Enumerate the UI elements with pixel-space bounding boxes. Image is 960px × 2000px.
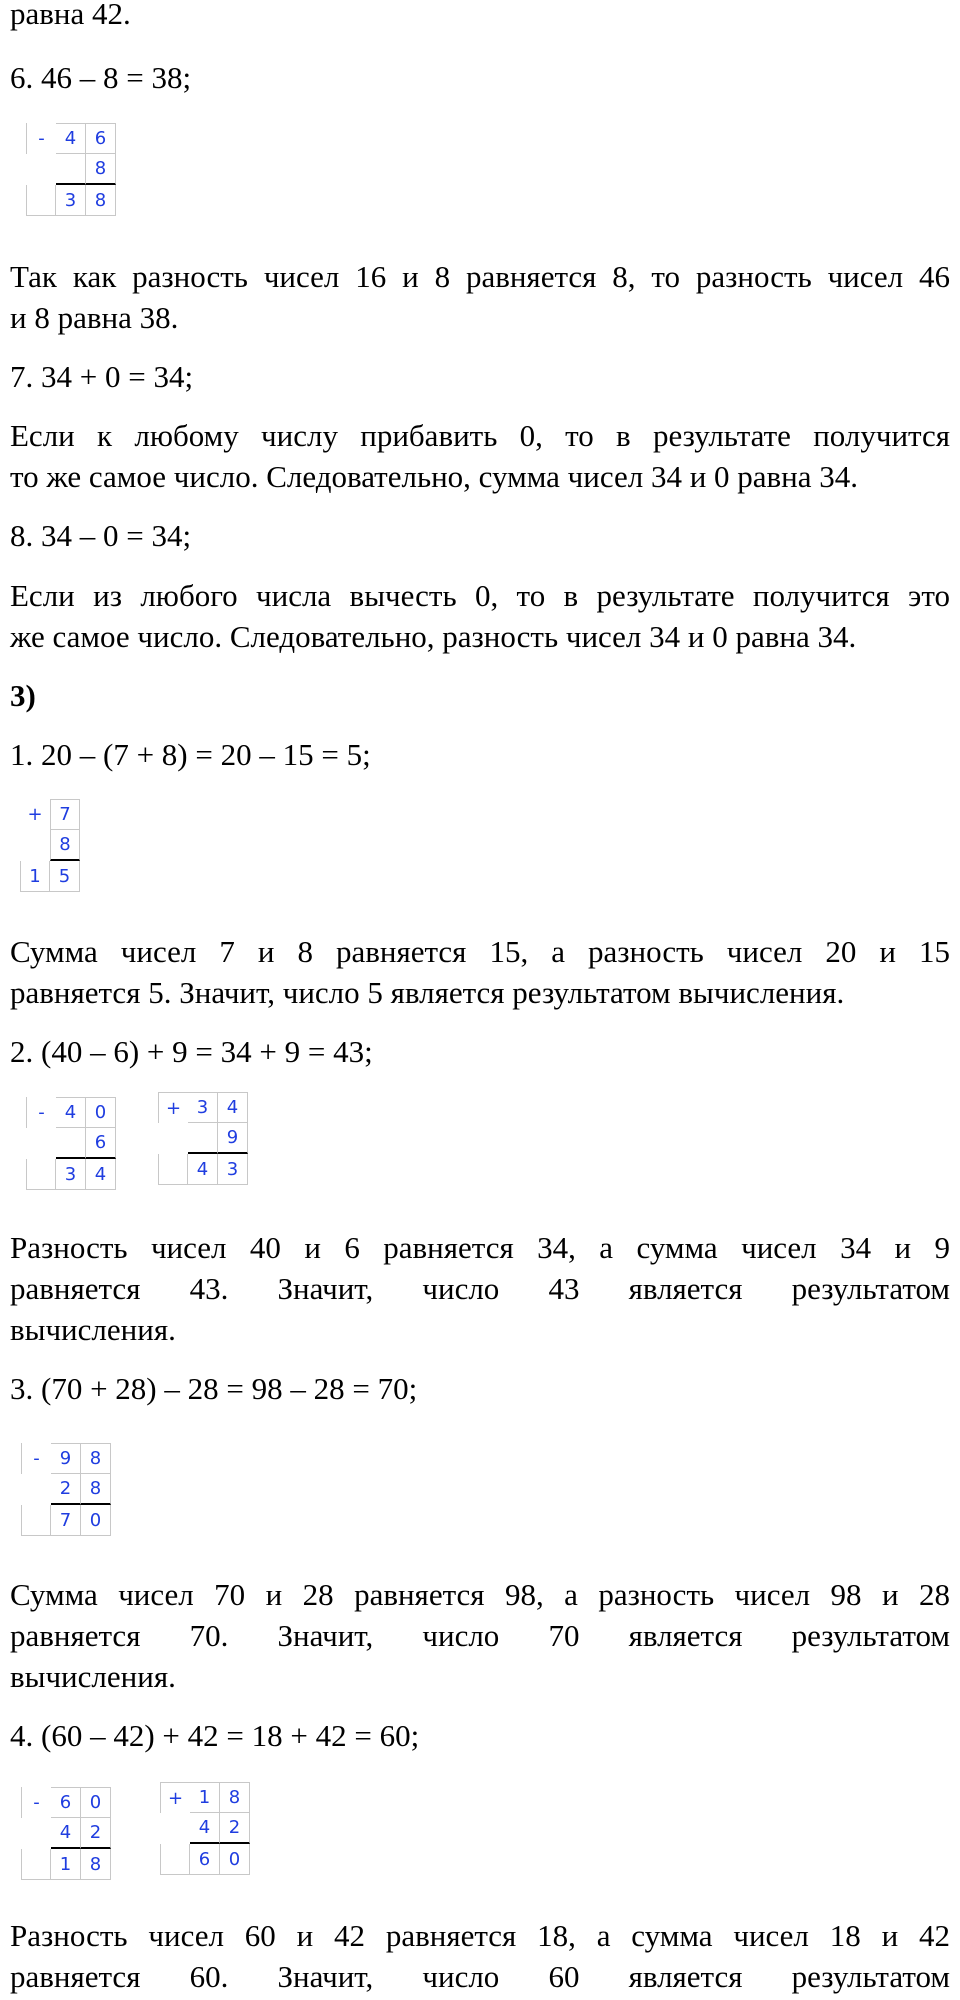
digit-cell: 3 xyxy=(56,185,86,216)
digit-cell: 0 xyxy=(86,1097,116,1128)
digit-cell: 3 xyxy=(218,1154,248,1185)
digit-cell: 1 xyxy=(20,861,50,892)
text-line: равняется 5. Значит, число 5 является результатом вычисления. xyxy=(10,975,845,1010)
text-line: Сумма чисел 70 и 28 равняется 98, а разность чисел 98 и 28 xyxy=(10,1577,950,1612)
digit-cell: 9 xyxy=(218,1123,248,1154)
digit-cell: 1 xyxy=(190,1782,220,1813)
digit-cell: 3 xyxy=(188,1092,218,1123)
column-addition-34-9 xyxy=(158,1092,248,1185)
digit-cell: 4 xyxy=(56,1097,86,1128)
operator-sign: - xyxy=(26,123,56,154)
digit-cell: 8 xyxy=(50,830,80,861)
column-subtraction-60-42 xyxy=(21,1787,111,1880)
digit-cell: 9 xyxy=(51,1443,81,1474)
column-subtraction-46-8 xyxy=(26,123,116,216)
text-line: равняется 43. Значит, число 43 является результатом xyxy=(10,1271,950,1306)
digit-cell: 0 xyxy=(81,1505,111,1536)
equation-line: 2. (40 – 6) + 9 = 34 + 9 = 43; xyxy=(10,1034,373,1069)
operator-sign: + xyxy=(158,1092,188,1123)
digit-cell: 2 xyxy=(81,1818,111,1849)
digit-cell: 4 xyxy=(190,1813,220,1844)
digit-cell: 0 xyxy=(81,1787,111,1818)
digit-cell: 8 xyxy=(81,1443,111,1474)
digit-cell: 8 xyxy=(86,154,116,185)
operator-sign: + xyxy=(160,1782,190,1813)
digit-cell xyxy=(56,1128,86,1159)
digit-cell xyxy=(26,185,56,216)
digit-cell xyxy=(21,1505,51,1536)
text-line: Так как разность чисел 16 и 8 равняется 8, то разность чисел 46 xyxy=(10,259,950,294)
digit-cell: 4 xyxy=(218,1092,248,1123)
equation-line: 1. 20 – (7 + 8) = 20 – 15 = 5; xyxy=(10,737,371,772)
digit-cell xyxy=(21,1849,51,1880)
digit-cell: 5 xyxy=(50,861,80,892)
digit-cell: 8 xyxy=(81,1474,111,1505)
text-line: равняется 60. Значит, число 60 является результатом xyxy=(10,1959,950,1994)
operator-sign: - xyxy=(21,1787,51,1818)
digit-cell: 8 xyxy=(81,1849,111,1880)
text-line: то же самое число. Следовательно, сумма чисел 34 и 0 равна 34. xyxy=(10,459,859,494)
digit-cell: 8 xyxy=(220,1782,250,1813)
digit-cell: 6 xyxy=(86,1128,116,1159)
text-line: Если к любому числу прибавить 0, то в результате получится xyxy=(10,418,950,453)
column-addition-18-42 xyxy=(160,1782,250,1875)
text-line: равняется 70. Значит, число 70 является результатом xyxy=(10,1618,950,1653)
equation-line: 4. (60 – 42) + 42 = 18 + 42 = 60; xyxy=(10,1718,420,1753)
equation-line: 8. 34 – 0 = 34; xyxy=(10,518,192,553)
digit-cell: 6 xyxy=(51,1787,81,1818)
digit-cell: 4 xyxy=(86,1159,116,1190)
digit-cell: 8 xyxy=(86,185,116,216)
text-line: вычисления. xyxy=(10,1659,176,1694)
digit-cell: 1 xyxy=(51,1849,81,1880)
digit-cell: 3 xyxy=(56,1159,86,1190)
text-line: равна 42. xyxy=(10,0,131,31)
column-subtraction-40-6 xyxy=(26,1097,116,1190)
equation-line: 7. 34 + 0 = 34; xyxy=(10,359,194,394)
text-line: Если из любого числа вычесть 0, то в результате получится это xyxy=(10,578,950,613)
digit-cell: 4 xyxy=(56,123,86,154)
operator-sign: - xyxy=(21,1443,51,1474)
text-line: и 8 равна 38. xyxy=(10,300,179,335)
digit-cell xyxy=(26,1159,56,1190)
digit-cell xyxy=(158,1154,188,1185)
text-line: же самое число. Следовательно, разность чисел 34 и 0 равна 34. xyxy=(10,619,857,654)
digit-cell: 0 xyxy=(220,1844,250,1875)
equation-line: 6. 46 – 8 = 38; xyxy=(10,60,192,95)
digit-cell: 7 xyxy=(50,799,80,830)
digit-cell: 6 xyxy=(190,1844,220,1875)
digit-cell: 4 xyxy=(188,1154,218,1185)
operator-sign: - xyxy=(26,1097,56,1128)
operator-sign: + xyxy=(27,804,43,825)
digit-cell: 4 xyxy=(51,1818,81,1849)
section-heading: 3) xyxy=(10,678,36,713)
digit-cell: 6 xyxy=(86,123,116,154)
column-addition-7-8 xyxy=(20,799,80,892)
digit-cell xyxy=(160,1844,190,1875)
digit-cell: 2 xyxy=(51,1474,81,1505)
digit-cell xyxy=(56,154,86,185)
digit-cell: 7 xyxy=(51,1505,81,1536)
text-line: вычисления. xyxy=(10,1312,176,1347)
text-line: Разность чисел 60 и 42 равняется 18, а сумма чисел 18 и 42 xyxy=(10,1918,950,1953)
column-subtraction-98-28 xyxy=(21,1443,111,1536)
digit-cell: 2 xyxy=(220,1813,250,1844)
digit-cell xyxy=(188,1123,218,1154)
text-line: Сумма чисел 7 и 8 равняется 15, а разность чисел 20 и 15 xyxy=(10,934,950,969)
text-line: Разность чисел 40 и 6 равняется 34, а сумма чисел 34 и 9 xyxy=(10,1230,950,1265)
equation-line: 3. (70 + 28) – 28 = 98 – 28 = 70; xyxy=(10,1371,418,1406)
